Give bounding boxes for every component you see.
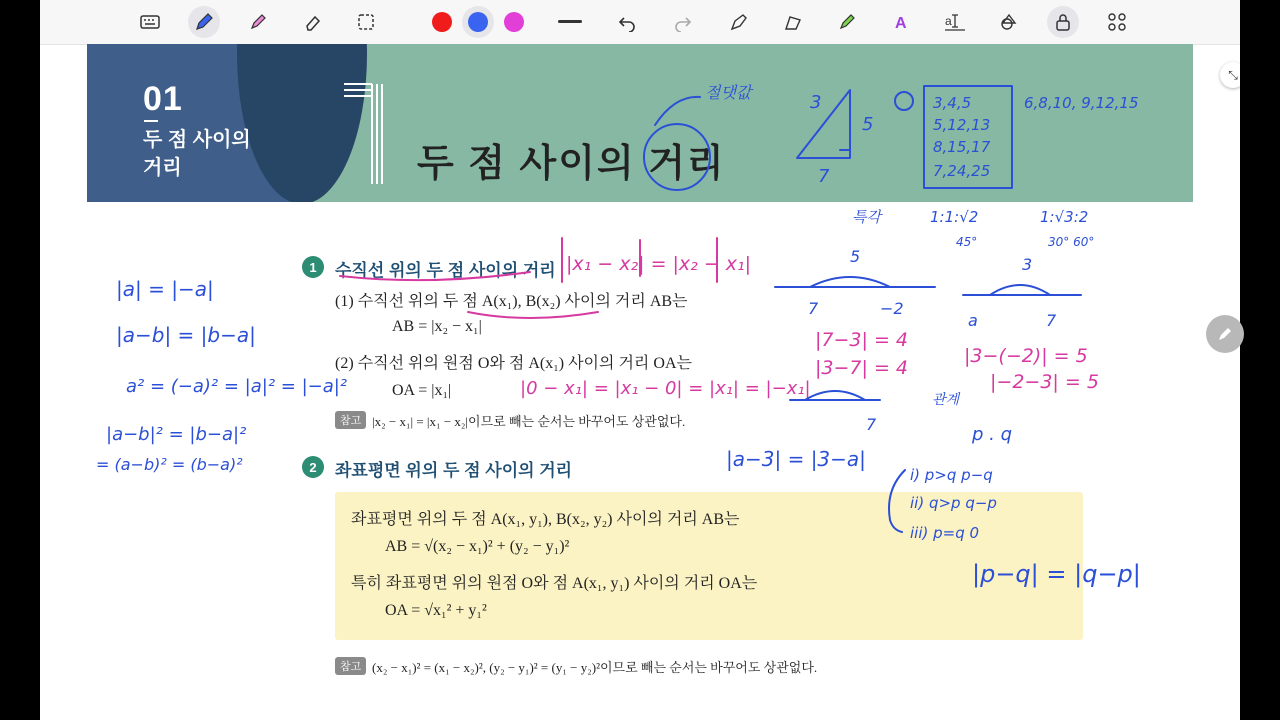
svg-text:8,15,17: 8,15,17 [933, 138, 991, 156]
pen-icon[interactable] [188, 6, 220, 38]
svg-text:3: 3 [810, 92, 822, 113]
svg-text:관계: 관계 [932, 392, 960, 408]
color-blue-swatch[interactable] [462, 6, 494, 38]
lock-icon[interactable] [1047, 6, 1079, 38]
title-stripes-icon [342, 80, 392, 190]
ink-pink-note: |x₁ − x₂| = |x₂ − x₁| [566, 253, 752, 275]
svg-text:|a−b| = |b−a|: |a−b| = |b−a| [116, 323, 256, 347]
svg-text:−2: −2 [880, 299, 904, 318]
more-grid-icon[interactable] [1101, 6, 1133, 38]
note-tag: 참고 [335, 411, 366, 429]
svg-text:A: A [895, 15, 907, 32]
box-formula2: OA = √x₁² + y₁² [385, 602, 487, 619]
chapter-number: 01 [143, 80, 183, 118]
ink-pink-note: |0 − x₁| = |x₁ − 0| = |x₁| = |−x₁| [520, 378, 811, 399]
ink-pink-note: |3−(−2)| = 5 [964, 345, 1088, 367]
highlighter-green-icon[interactable] [831, 6, 863, 38]
lasso-select-icon[interactable] [350, 6, 382, 38]
eraser-icon[interactable] [296, 6, 328, 38]
color-red-swatch[interactable] [426, 6, 458, 38]
box-line3: 특히 좌표평면 위의 원점 O와 점 A(x₁, y₁) 사이의 거리 OA는 [351, 575, 758, 592]
text-tool-icon[interactable] [885, 6, 917, 38]
svg-text:3: 3 [1022, 255, 1033, 274]
svg-text:7: 7 [818, 166, 830, 187]
svg-text:|p−q| = |q−p|: |p−q| = |q−p| [972, 560, 1141, 588]
ink-pink-note: |7−3| = 4 [815, 329, 908, 351]
formula-box [335, 492, 1083, 640]
note-text: (x₂ − x₁)² = (x₁ − x₂)², (y₂ − y₁)² = (y₁ − y₂)²이므로 빼는 순서는 바꾸어도 상관없다. [372, 660, 818, 675]
pen-fab-button[interactable] [1206, 315, 1244, 353]
item2-text: (2) 수직선 위의 원점 O와 점 A(x₁) 사이의 거리 OA는 [335, 355, 692, 372]
redo-icon[interactable] [667, 6, 699, 38]
svg-text:a: a [945, 14, 952, 28]
color-magenta-swatch[interactable] [498, 6, 530, 38]
chapter-banner [87, 44, 1193, 202]
textbook-page [87, 44, 1193, 720]
svg-text:1:1:√2: 1:1:√2 [930, 208, 979, 226]
text-box-icon[interactable] [939, 6, 971, 38]
note-text: |x₂ − x₁| = |x₁ − x₂|이므로 빼는 순서는 바꾸어도 상관없다. [372, 414, 686, 429]
chapter-title: 두 점 사이의 거리 [143, 129, 251, 179]
svg-text:45°: 45° [956, 235, 978, 249]
svg-text:6,8,10, 9,12,15: 6,8,10, 9,12,15 [1024, 94, 1139, 112]
svg-text:7: 7 [866, 415, 877, 434]
svg-text:a: a [968, 311, 978, 330]
svg-text:iii) p=q 0: iii) p=q 0 [910, 524, 980, 542]
section-title: 좌표평면 위의 두 점 사이의 거리 [335, 461, 573, 480]
section-number-badge: 2 [302, 456, 324, 478]
page-title: 두 점 사이의 거리 [417, 143, 726, 185]
drawing-toolbar [40, 0, 1240, 45]
keyboard-icon[interactable] [134, 6, 166, 38]
svg-text:p . q: p . q [972, 424, 1013, 445]
svg-text:5: 5 [862, 114, 874, 135]
svg-text:ii) q>p q−p: ii) q>p q−p [910, 494, 997, 512]
box-formula1: AB = √(x₂ − x₁)² + (y₂ − y₁)² [385, 538, 570, 555]
svg-text:= (a−b)² = (b−a)²: = (a−b)² = (b−a)² [96, 455, 243, 474]
undo-icon[interactable] [611, 6, 643, 38]
svg-text:3,4,5: 3,4,5 [933, 94, 972, 112]
ink-pink-note: |3−7| = 4 [815, 357, 908, 379]
shape-pen-icon[interactable] [723, 6, 755, 38]
svg-text:i) p>q p−q: i) p>q p−q [910, 466, 993, 484]
line-thickness-icon[interactable] [554, 6, 586, 38]
svg-text:|a−b|² = |b−a|²: |a−b|² = |b−a|² [106, 424, 247, 445]
svg-text:특각: 특각 [852, 208, 881, 226]
note-app-screen [40, 0, 1240, 720]
svg-text:1:√3:2: 1:√3:2 [1040, 208, 1089, 226]
svg-text:|a−3| = |3−a|: |a−3| = |3−a| [726, 447, 866, 471]
ink-note: 절댓값 [705, 83, 752, 102]
svg-text:7: 7 [1046, 311, 1057, 330]
svg-text:7: 7 [808, 299, 819, 318]
box-line1: 좌표평면 위의 두 점 A(x₁, y₁), B(x₂, y₂) 사이의 거리 AB는 [351, 511, 740, 528]
svg-text:|a| = |−a|: |a| = |−a| [116, 277, 214, 301]
section-title: 수직선 위의 두 점 사이의 거리 [335, 261, 556, 280]
section-number-badge: 1 [302, 256, 324, 278]
svg-text:7,24,25: 7,24,25 [933, 162, 991, 180]
note-tag: 참고 [335, 657, 366, 675]
svg-text:5: 5 [850, 247, 861, 266]
item2-formula: OA = |x₁| [392, 382, 452, 399]
shape-tool-icon[interactable] [777, 6, 809, 38]
highlighter-icon[interactable] [242, 6, 274, 38]
item1-text: (1) 수직선 위의 두 점 A(x₁), B(x₂) 사이의 거리 AB는 [335, 293, 688, 310]
svg-text:a² = (−a)² = |a|² = |−a|²: a² = (−a)² = |a|² = |−a|² [126, 376, 348, 397]
shapes-icon[interactable] [993, 6, 1025, 38]
svg-text:30° 60°: 30° 60° [1048, 235, 1095, 249]
collapse-icon[interactable]: ⤡ [1220, 62, 1240, 88]
svg-text:5,12,13: 5,12,13 [933, 116, 991, 134]
item1-formula: AB = |x₂ − x₁| [392, 318, 482, 335]
ink-pink-note: |−2−3| = 5 [990, 371, 1099, 393]
